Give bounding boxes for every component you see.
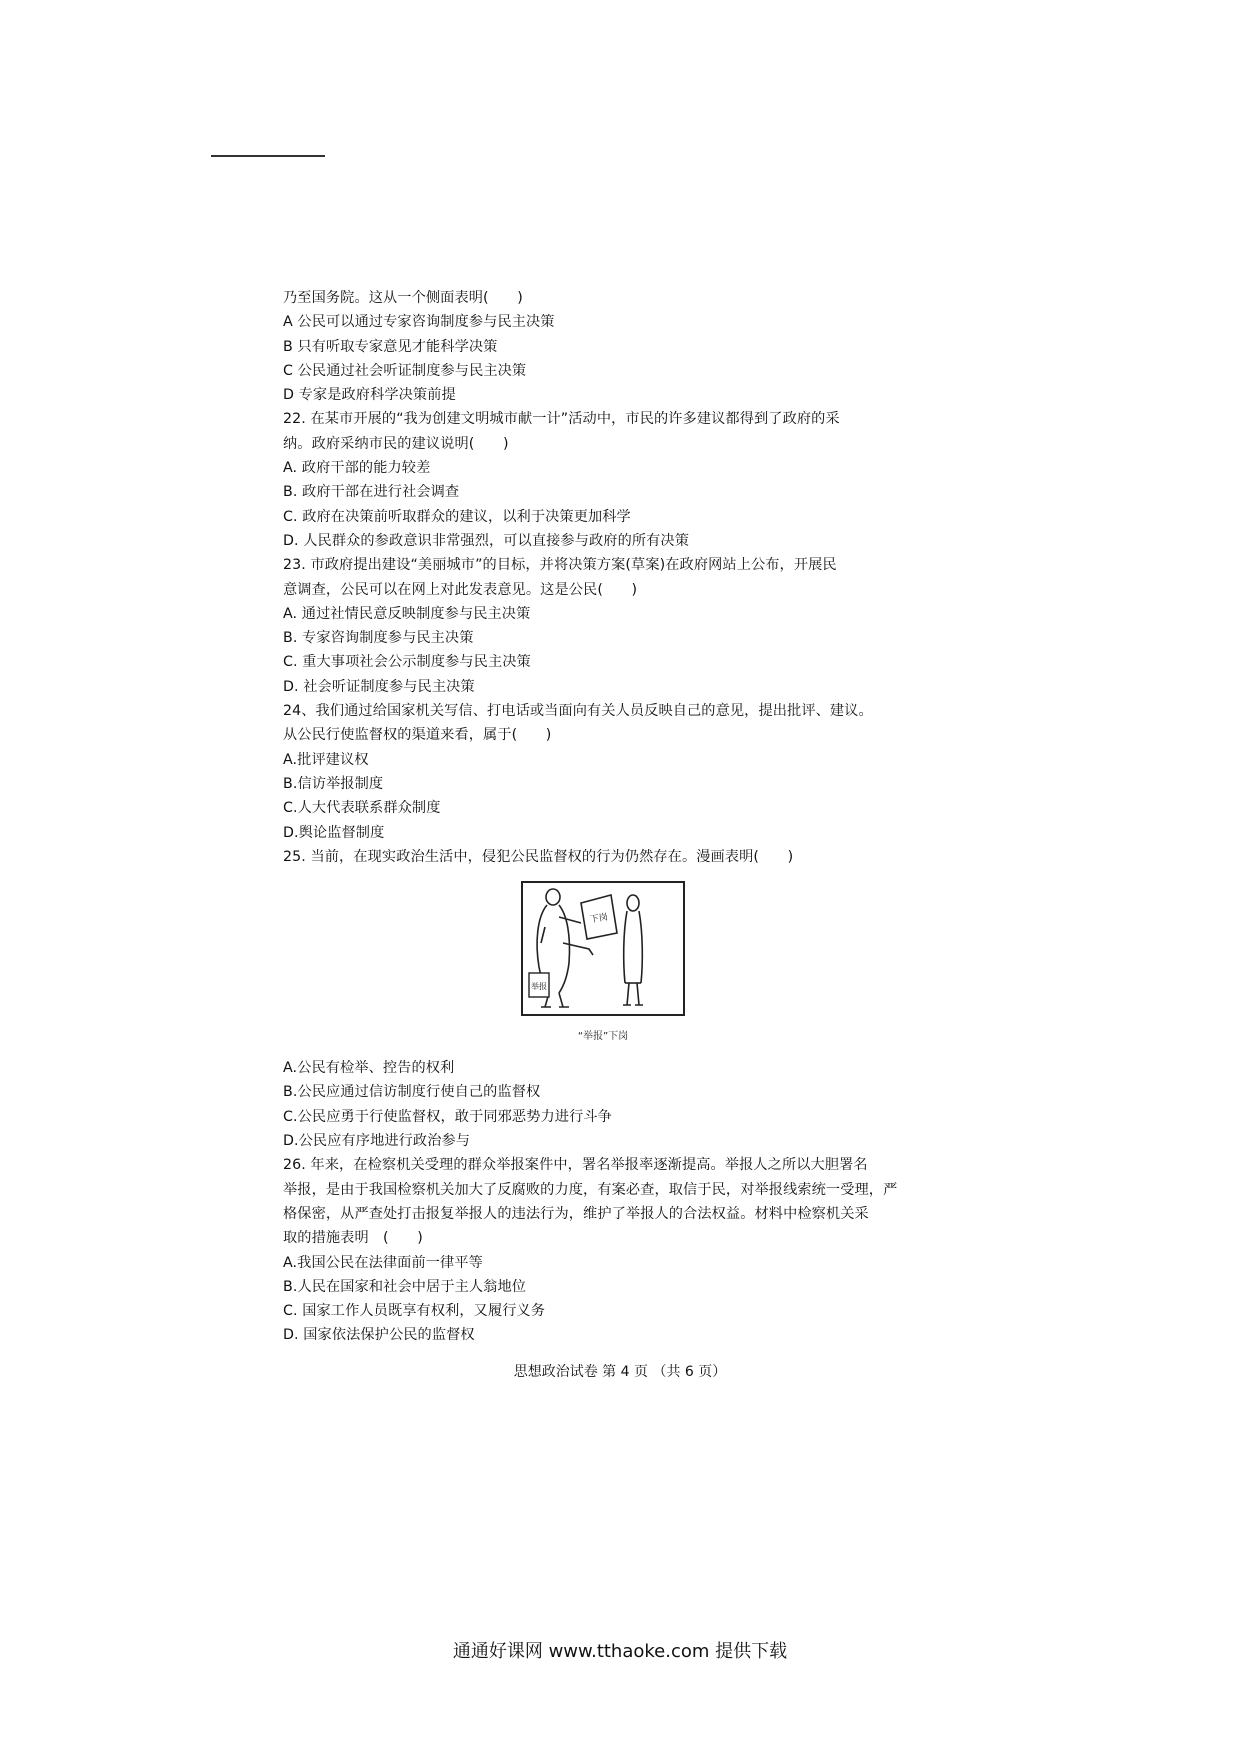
header-rule xyxy=(211,155,325,157)
option-d: D.公民应有序地进行政治参与 xyxy=(283,1133,471,1150)
question-stem-line: 24、我们通过给国家机关写信、打电话或当面向有关人员反映自己的意见，提出批评、建议。 xyxy=(283,703,873,720)
question-26 xyxy=(283,1153,905,1347)
question-stem-line: 纳。政府采纳市民的建议说明( ) xyxy=(283,435,509,452)
exam-content xyxy=(283,286,905,1348)
option-a: A. 通过社情民意反映制度参与民主决策 xyxy=(283,605,531,622)
download-watermark: 通通好课网 www.tthaoke.com 提供下载 xyxy=(452,1641,788,1662)
option-b: B.公民应通过信访制度行使自己的监督权 xyxy=(283,1084,541,1101)
bag-label: 举报 xyxy=(531,982,547,992)
option-a: A 公民可以通过专家咨询制度参与民主决策 xyxy=(283,314,555,331)
question-stem-line: 取的措施表明 ( ) xyxy=(283,1230,423,1247)
option-b: B. 专家咨询制度参与民主决策 xyxy=(283,630,474,647)
question-stem-line: 格保密，从严查处打击报复举报人的违法行为，维护了举报人的合法权益。材料中检察机关采 xyxy=(283,1205,869,1222)
question-stem-line: 26. 年来，在检察机关受理的群众举报案件中，署名举报率逐渐提高。举报人之所以大胆署名 xyxy=(283,1157,868,1174)
option-b: B. 政府干部在进行社会调查 xyxy=(283,484,460,501)
option-a: A.批评建议权 xyxy=(283,751,369,768)
sign-label: 下岗 xyxy=(589,912,609,926)
option-b: B 只有听取专家意见才能科学决策 xyxy=(283,338,498,355)
option-a: A. 政府干部的能力较差 xyxy=(283,460,431,477)
cartoon-frame xyxy=(521,881,685,1016)
question-stem-line: 意调查，公民可以在网上对此发表意见。这是公民( ) xyxy=(283,581,638,598)
question-continued xyxy=(283,286,905,407)
option-b: B.人民在国家和社会中居于主人翁地位 xyxy=(283,1278,527,1295)
option-d: D. 国家依法保护公民的监督权 xyxy=(283,1327,475,1344)
option-a: A.我国公民在法律面前一律平等 xyxy=(283,1254,483,1271)
option-c: C. 政府在决策前听取群众的建议，以利于决策更加科学 xyxy=(283,508,631,525)
question-stem-line: 乃至国务院。这从一个侧面表明( ) xyxy=(283,290,523,306)
question-stem-line: 22. 在某市开展的“我为创建文明城市献一计”活动中，市民的许多建议都得到了政府的采 xyxy=(283,411,840,428)
option-c: C 公民通过社会听证制度参与民主决策 xyxy=(283,362,527,379)
whistleblower-figure xyxy=(623,895,643,1005)
option-c: C. 国家工作人员既享有权利，又履行义务 xyxy=(283,1303,546,1320)
option-d: D. 人民群众的参政意识非常强烈，可以直接参与政府的所有决策 xyxy=(283,532,690,549)
question-stem-line: 从公民行使监督权的渠道来看，属于( ) xyxy=(283,727,552,744)
option-b: B.信访举报制度 xyxy=(283,775,384,792)
option-c: C.人大代表联系群众制度 xyxy=(283,800,441,817)
option-d: D 专家是政府科学决策前提 xyxy=(283,387,456,404)
question-25 xyxy=(283,845,905,1153)
option-c: C. 重大事项社会公示制度参与民主决策 xyxy=(283,654,531,671)
page-footer: 思想政治试卷 第 4 页 （共 6 页） xyxy=(513,1364,727,1380)
option-a: A.公民有检举、控告的权利 xyxy=(283,1060,455,1077)
question-stem-line: 举报，是由于我国检察机关加大了反腐败的力度，有案必查，取信于民，对举报线索统一受理，严 xyxy=(283,1181,898,1198)
cartoon-figure xyxy=(521,881,685,1044)
option-d: D.舆论监督制度 xyxy=(283,824,385,841)
option-c: C.公民应勇于行使监督权，敢于同邪恶势力进行斗争 xyxy=(283,1108,612,1125)
question-22 xyxy=(283,407,905,553)
cartoon-illustration xyxy=(523,883,683,1014)
question-stem-line: 25. 当前，在现实政治生活中，侵犯公民监督权的行为仍然存在。漫画表明( ) xyxy=(283,848,794,865)
question-stem-line: 23. 市政府提出建设“美丽城市”的目标，并将决策方案(草案)在政府网站上公布，开展民 xyxy=(283,557,837,574)
question-23 xyxy=(283,553,905,699)
cartoon-caption: “举报”下岗 xyxy=(577,1031,629,1043)
question-24 xyxy=(283,699,905,845)
layoff-sign xyxy=(581,895,617,939)
briefcase xyxy=(529,973,549,997)
option-d: D. 社会听证制度参与民主决策 xyxy=(283,678,475,695)
